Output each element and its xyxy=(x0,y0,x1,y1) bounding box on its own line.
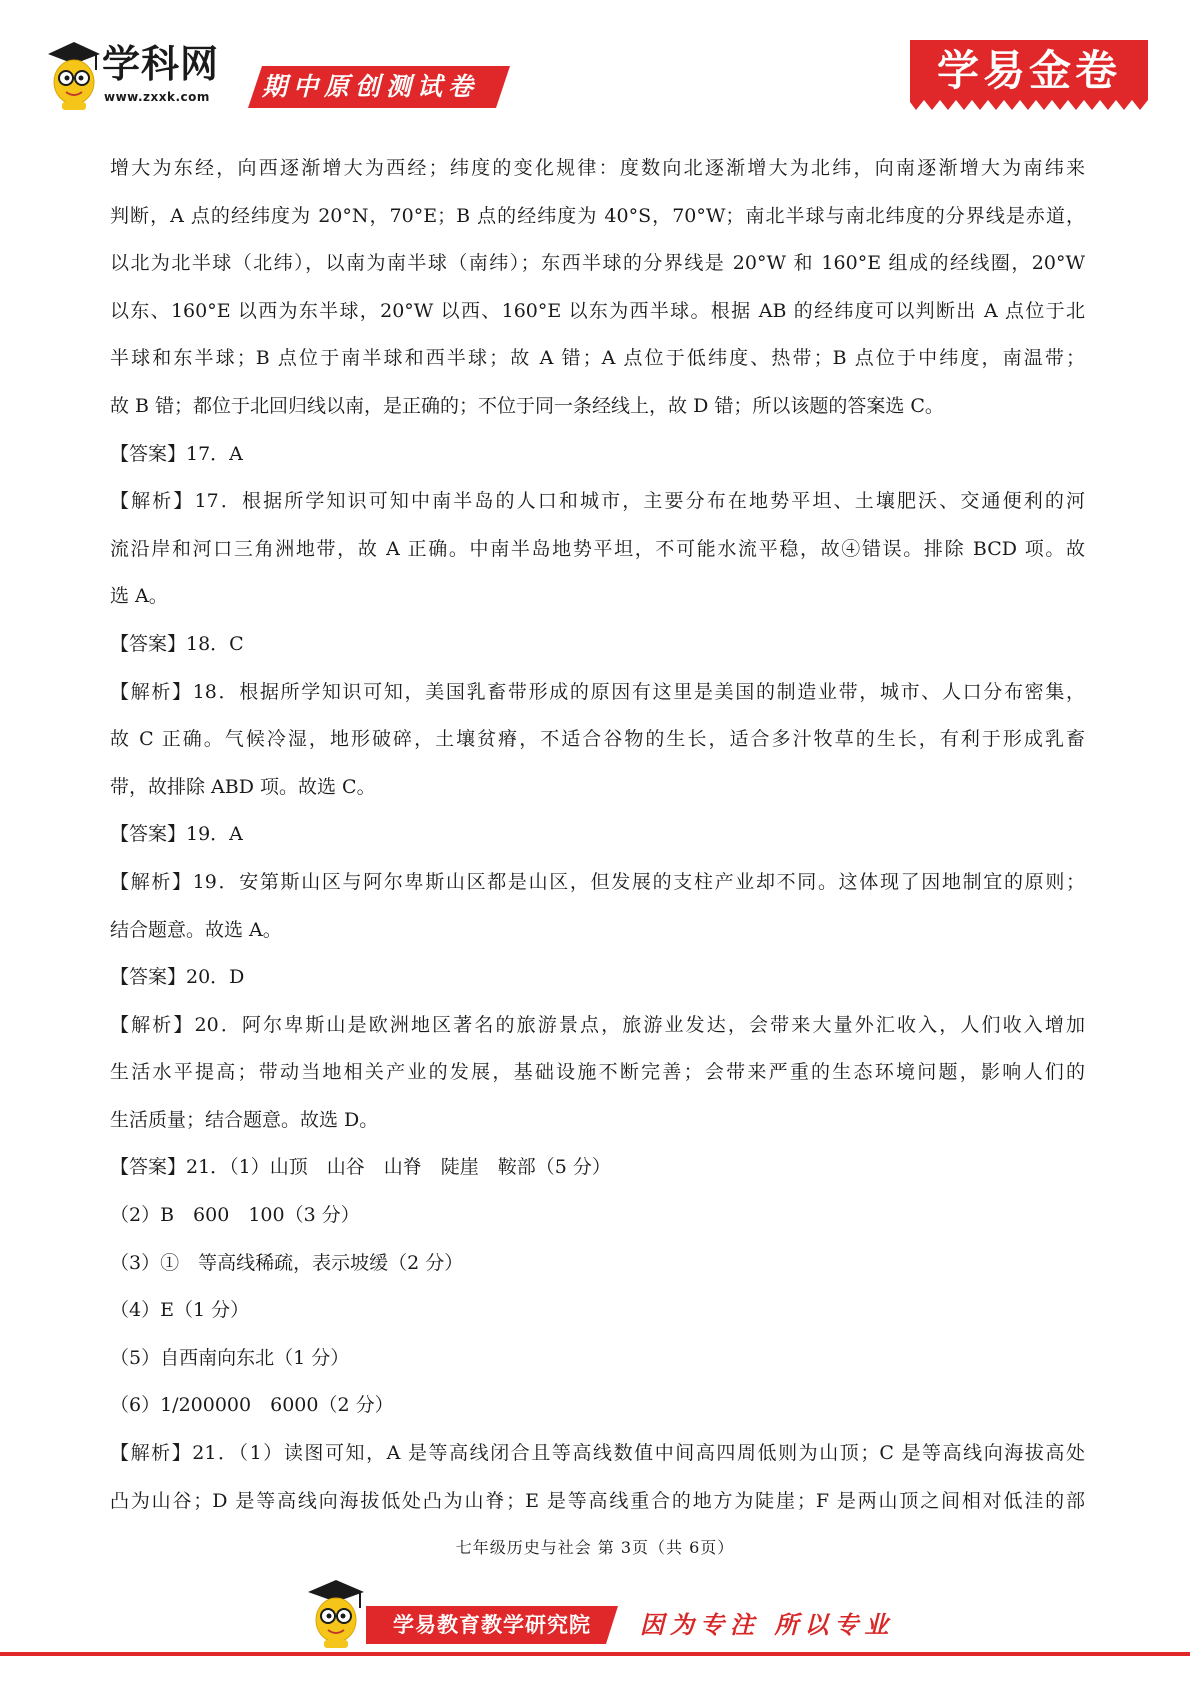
logo-text: 学科网 xyxy=(102,42,220,86)
text-line: 判断，A 点的经纬度为 20°N，70°E；B 点的经纬度为 40°S，70°W；南北半球与南北纬度的分界线是赤道， xyxy=(110,204,1085,227)
page-number: 七年级历史与社会 第 3页（共 6页） xyxy=(455,1538,735,1557)
text-line: 生活质量；结合题意。故选 D。 xyxy=(110,1108,379,1131)
text-line: 【答案】21．（1）山顶 山谷 山脊 陡崖 鞍部（5 分） xyxy=(110,1156,611,1179)
footer-banner-text: 学易教育教学研究院 xyxy=(393,1613,591,1637)
brand-text: 学易金卷 xyxy=(936,46,1121,95)
text-line: 【解析】19．安第斯山区与阿尔卑斯山区都是山区，但发展的支柱产业却不同。这体现了因地制宜的原则； xyxy=(110,870,1085,893)
text-line: （6）1/200000 6000（2 分） xyxy=(110,1394,394,1417)
text-line: 凸为山谷；D 是等高线向海拔低处凸为山脊；E 是等高线重合的地方为陡崖；F 是两山顶之间相对低洼的部 xyxy=(110,1489,1085,1512)
text-line: 选 A。 xyxy=(110,585,168,608)
text-line: 【答案】19．A xyxy=(110,823,243,846)
text-line: 流沿岸和河口三角洲地带，故 A 正确。中南半岛地势平坦，不可能水流平稳，故④错误。排除 BCD 项。故 xyxy=(110,537,1085,560)
text-line: （5）自西南向东北（1 分） xyxy=(110,1346,350,1369)
footer-mascot-icon xyxy=(300,1578,370,1650)
text-line: 以北为北半球（北纬），以南为南半球（南纬）；东西半球的分界线是 20°W 和 160°E 组成的经线圈，20°W xyxy=(110,252,1085,275)
text-line: （2）B 600 100（3 分） xyxy=(110,1204,360,1227)
text-line: 【解析】20．阿尔卑斯山是欧洲地区著名的旅游景点，旅游业发达，会带来大量外汇收入，人们收入增加 xyxy=(110,1013,1085,1036)
answer-analysis-body xyxy=(110,145,1085,1525)
mascot-icon xyxy=(44,40,104,112)
text-line: 结合题意。故选 A。 xyxy=(110,918,282,941)
footer-slogan: 因为专注 所以专业 xyxy=(640,1610,895,1639)
text-line: 生活水平提高；带动当地相关产业的发展，基础设施不断完善；会带来严重的生态环境问题，影响人们的 xyxy=(110,1061,1085,1084)
exam-banner-text: 期中原创测试卷 xyxy=(262,72,480,101)
text-line: （3）① 等高线稀疏，表示坡缓（2 分） xyxy=(110,1251,464,1274)
text-line: 以东、160°E 以西为东半球，20°W 以西、160°E 以东为西半球。根据 AB 的经纬度可以判断出 A 点位于北 xyxy=(110,299,1085,322)
text-line: 【解析】17．根据所学知识可知中南半岛的人口和城市，主要分布在地势平坦、土壤肥沃、交通便利的河 xyxy=(110,490,1085,513)
text-line: 【解析】18．根据所学知识可知，美国乳畜带形成的原因有这里是美国的制造业带，城市、人口分布密集， xyxy=(110,680,1085,703)
text-line: 【答案】20．D xyxy=(110,966,245,989)
text-line: 故 C 正确。气候冷湿，地形破碎，土壤贫瘠，不适合谷物的生长，适合多汁牧草的生长，有利于形成乳畜 xyxy=(110,728,1085,751)
text-line: 【解析】21．（1）读图可知，A 是等高线闭合且等高线数值中间高四周低则为山顶；C 是等高线向海拔高处 xyxy=(110,1442,1085,1465)
zxxk-logo xyxy=(44,40,244,120)
footer-divider xyxy=(0,1652,1190,1656)
text-line: 故 B 错；都位于北回归线以南，是正确的；不位于同一条经线上，故 D 错；所以该题的答案选 C。 xyxy=(110,394,944,417)
text-line: 带，故排除 ABD 项。故选 C。 xyxy=(110,775,376,798)
text-line: 【答案】17．A xyxy=(110,442,243,465)
text-line: 增大为东经，向西逐渐增大为西经；纬度的变化规律：度数向北逐渐增大为北纬，向南逐渐增大为南纬来 xyxy=(110,157,1085,179)
page-header xyxy=(0,0,1190,130)
text-line: （4）E（1 分） xyxy=(110,1299,250,1322)
logo-url: www.zxxk.com xyxy=(104,90,210,104)
text-line: 半球和东半球；B 点位于南半球和西半球；故 A 错；A 点位于低纬度、热带；B 点位于中纬度，南温带； xyxy=(110,347,1085,370)
text-line: 【答案】18．C xyxy=(110,632,244,655)
